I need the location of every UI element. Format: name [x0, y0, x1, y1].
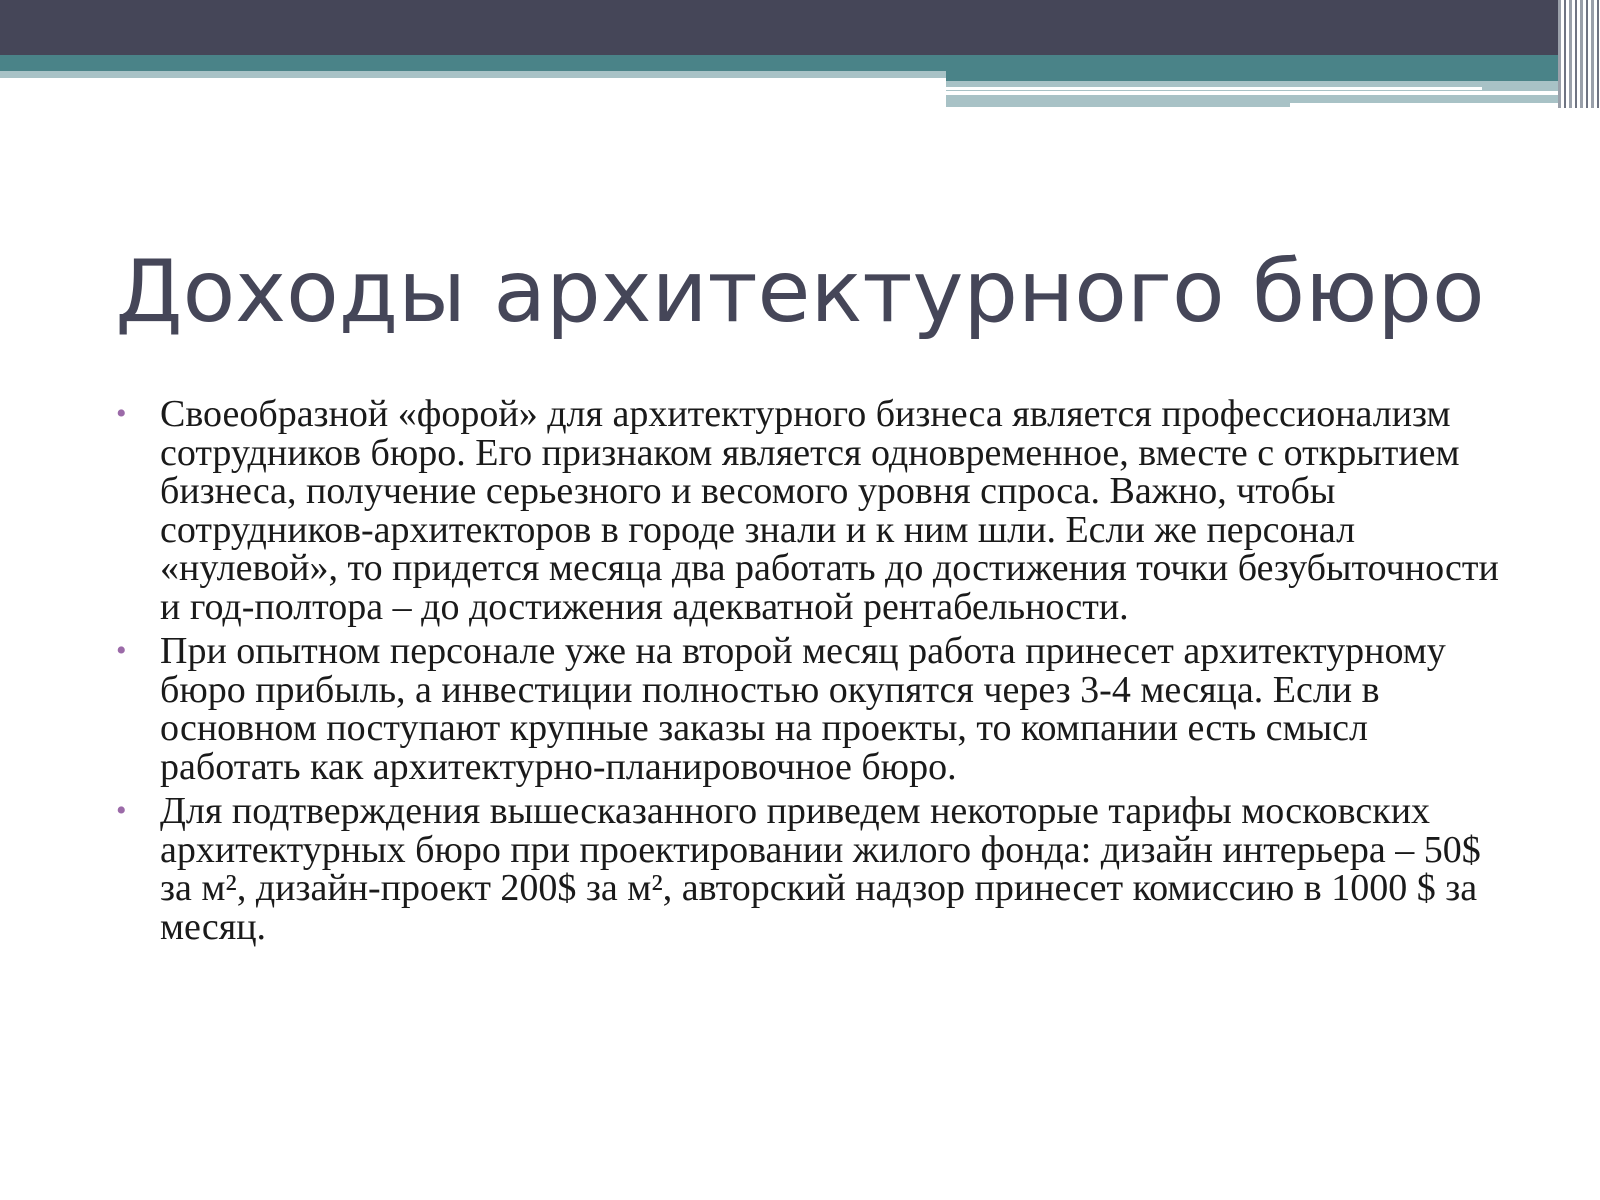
bullet-icon: •: [116, 794, 127, 827]
bullet-text: Для подтверждения вышесказанного приведем некоторые тарифы московских архитектурных бюро при проектировании жилого фонда: дизайн интерьера – 50$ за м², дизайн-проект 200$ за м², авторский надзор принесет комиссию в 1000 $ за месяц.: [160, 790, 1481, 948]
bullet-text: Своеобразной «форой» для архитектурного бизнеса является профессионализм сотрудников бюро. Его признаком является одновременное, вместе с открытием бизнеса, получение серьезного и весомого уровня спроса. Важно, чтобы сотрудников-архитекторов в городе знали и к ним шли. Если же персонал «нулевой», то придется месяца два работать до достижения точки безубыточности и год-полтора – до достижения адекватной рентабельности.: [160, 393, 1499, 628]
header-vertical-stripes: [1558, 0, 1600, 108]
header-band-light: [0, 71, 946, 78]
bullet-text: При опытном персонале уже на второй месяц работа принесет архитектурному бюро прибыль, а инвестиции полностью окупятся через 3-4 месяца. Если в основном поступают крупные заказы на проекты, то компании есть смысл работать как архитектурно-планировочное бюро.: [160, 630, 1446, 788]
bullet-item: [110, 395, 1510, 626]
bullet-icon: •: [116, 634, 127, 667]
header-band-divider: [946, 87, 1482, 90]
header-band-teal: [0, 55, 1560, 71]
bullet-item: [110, 632, 1510, 786]
slide-title: Доходы архитектурного бюро: [115, 242, 1485, 342]
bullet-icon: •: [116, 397, 127, 430]
slide-body: [110, 395, 1510, 952]
header-band-dark: [0, 0, 1560, 55]
header-band-notch: [1290, 103, 1560, 107]
bullet-item: [110, 792, 1510, 946]
header-band-teal-extension: [946, 71, 1560, 81]
